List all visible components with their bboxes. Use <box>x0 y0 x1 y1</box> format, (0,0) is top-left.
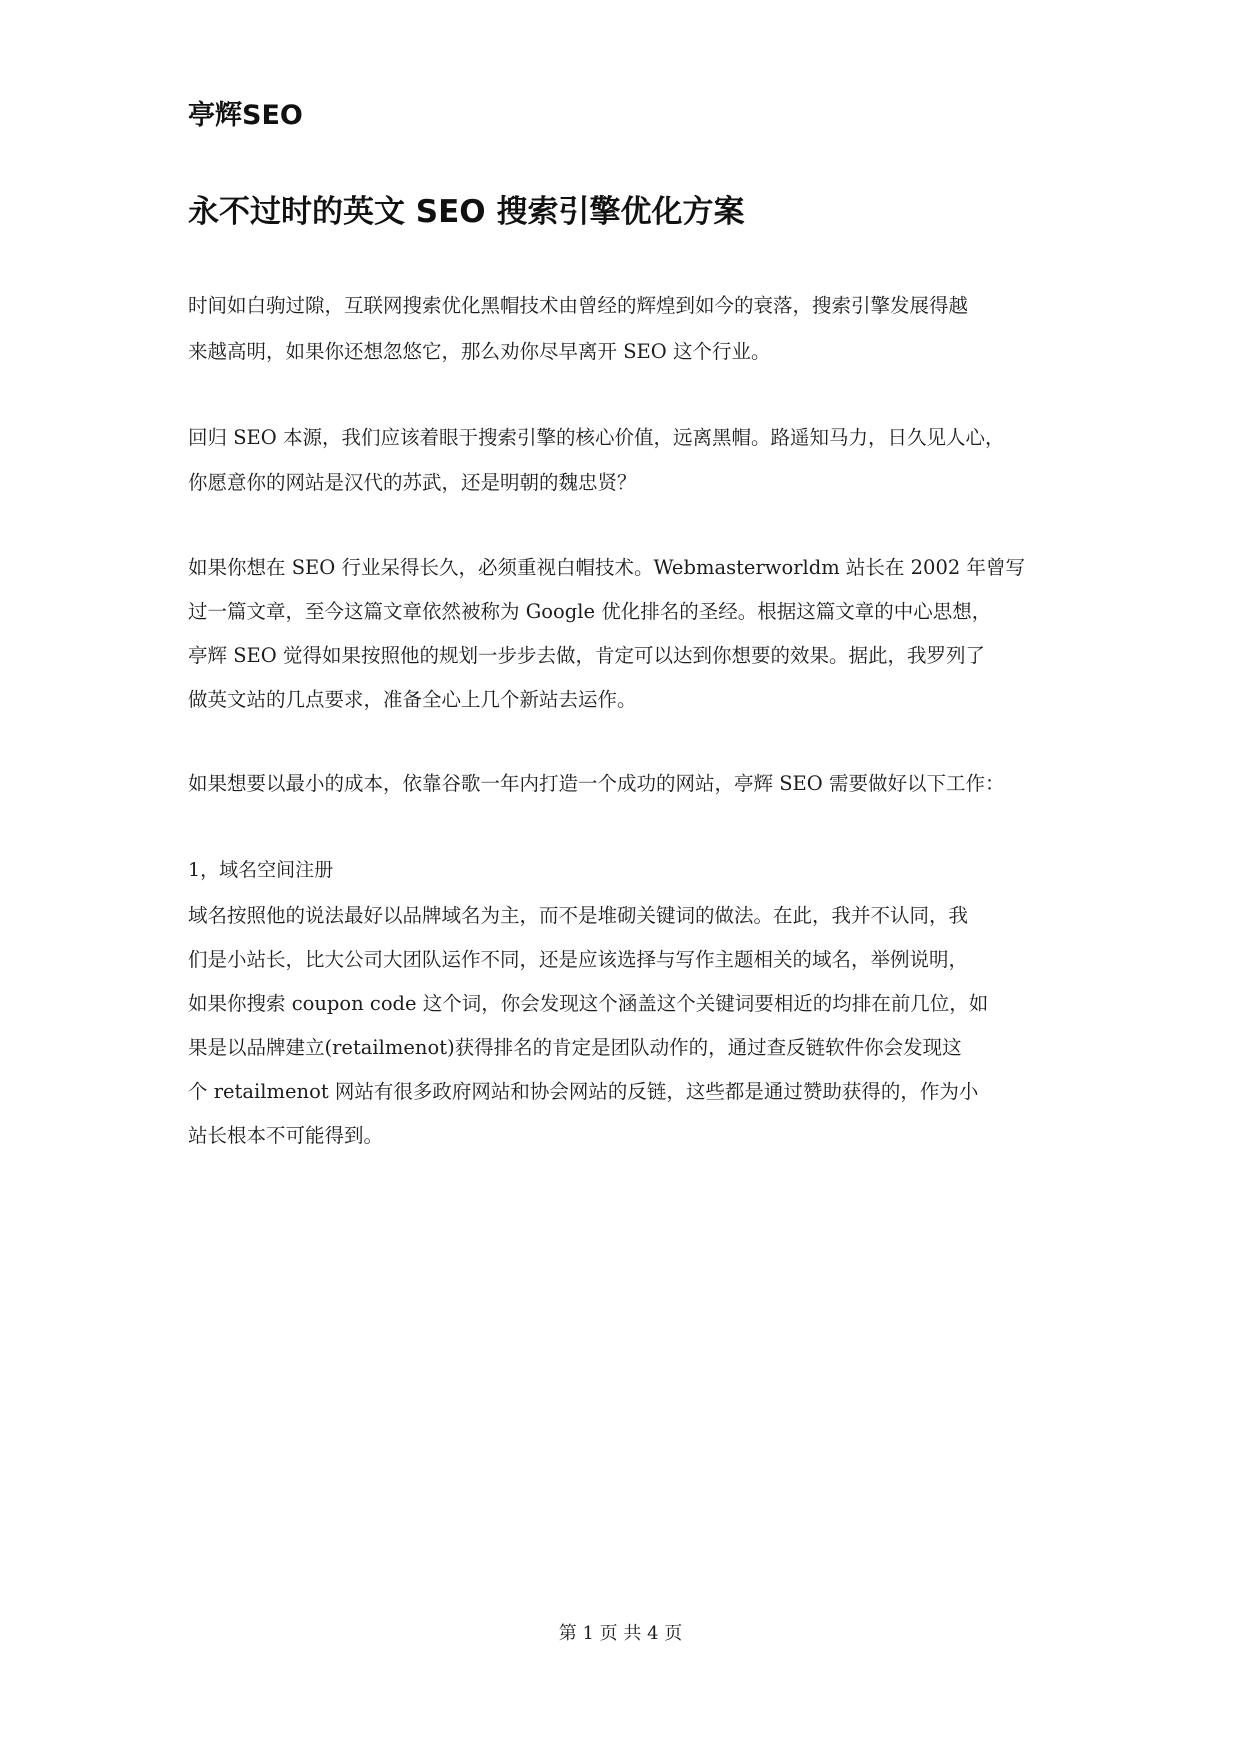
section-1-heading: 1，域名空间注册 <box>188 859 334 881</box>
section-1-line-6: 站长根本不可能得到。 <box>188 1124 384 1147</box>
section-1-line-2: 们是小站长，比大公司大团队运作不同，还是应该选择与写作主题相关的域名，举例说明， <box>188 948 969 971</box>
page-number-footer: 第 1 页 共 4 页 <box>558 1623 683 1644</box>
section-1-line-1: 域名按照他的说法最好以品牌域名为主，而不是堆砌关键词的做法。在此，我并不认同，我 <box>188 904 969 927</box>
paragraph-2-line-1: 回归 SEO 本源，我们应该着眼于搜索引擎的核心价值，远离黑帽。路遥知马力，日久见人心， <box>188 426 1005 449</box>
section-1-line-5: 个 retailmenot 网站有很多政府网站和协会网站的反链，这些都是通过赞助获得的，作为小 <box>188 1080 979 1103</box>
paragraph-3-line-2: 过一篇文章，至今这篇文章依然被称为 Google 优化排名的圣经。根据这篇文章的中心思想， <box>188 600 992 623</box>
site-header-title: 亭辉SEO <box>188 100 303 131</box>
paragraph-2-line-2: 你愿意你的网站是汉代的苏武，还是明朝的魏忠贤？ <box>188 471 637 494</box>
paragraph-1-line-2: 来越高明，如果你还想忽悠它，那么劝你尽早离开 SEO 这个行业。 <box>188 340 771 363</box>
paragraph-3-line-1: 如果你想在 SEO 行业呆得长久，必须重视白帽技术。Webmasterworldm 站长在 2002 年曾写 <box>188 556 1025 579</box>
paragraph-4-line-1: 如果想要以最小的成本，依靠谷歌一年内打造一个成功的网站，亭辉 SEO 需要做好以下工作： <box>188 772 1005 795</box>
paragraph-3-line-4: 做英文站的几点要求，准备全心上几个新站去运作。 <box>188 688 637 711</box>
section-1-line-3: 如果你搜索 coupon code 这个词，你会发现这个涵盖这个关键词要相近的均排在前几位，如 <box>188 992 989 1015</box>
paragraph-3-line-3: 亭辉 SEO 觉得如果按照他的规划一步步去做，肯定可以达到你想要的效果。据此，我罗列了 <box>188 644 985 667</box>
paragraph-1-line-1: 时间如白驹过隙，互联网搜索优化黑帽技术由曾经的辉煌到如今的衰落，搜索引擎发展得越 <box>188 294 969 317</box>
section-1-line-4: 果是以品牌建立(retailmenot)获得排名的肯定是团队动作的，通过查反链软件你会发现这 <box>188 1036 962 1059</box>
document-title: 永不过时的英文 SEO 搜索引擎优化方案 <box>188 194 745 230</box>
